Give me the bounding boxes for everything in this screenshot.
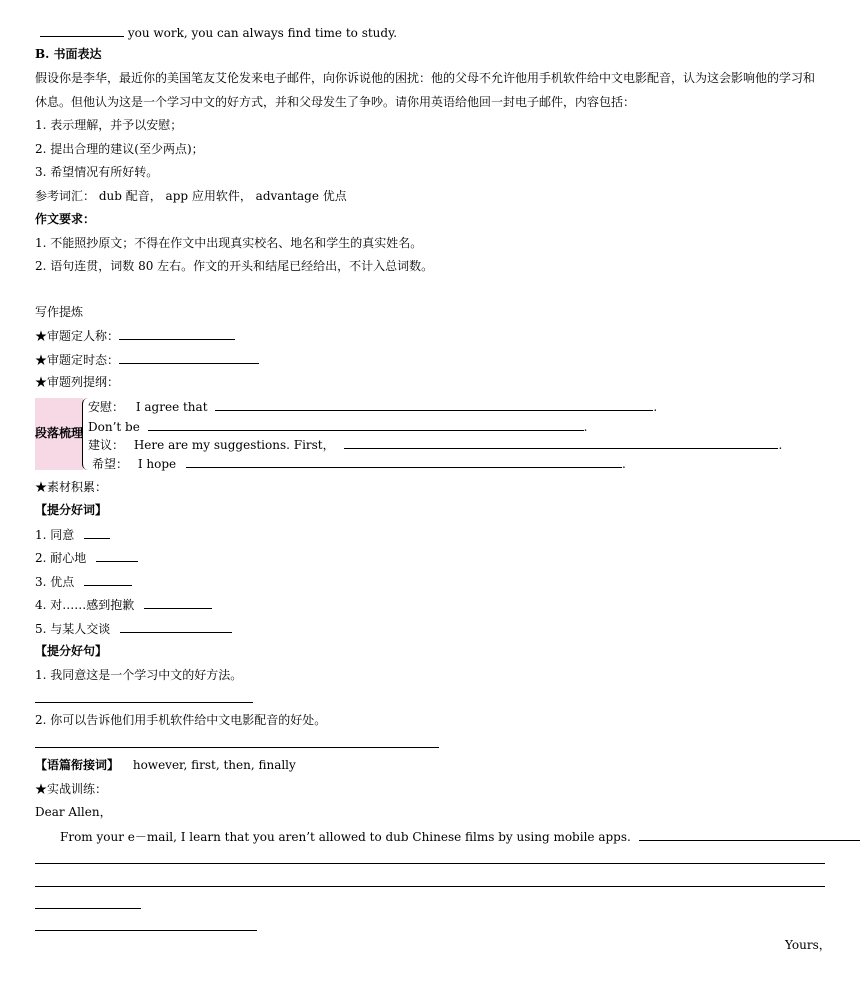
word-blank[interactable] [144,596,212,609]
materials-title: ★素材积累： [35,480,108,494]
letter-closing: Yours， [785,938,831,952]
connectors-row: 【语篇衔接词】 however, first, then, finally [35,758,296,772]
letter-answer-line[interactable] [35,930,257,931]
hope-blank[interactable] [186,455,622,468]
practice-title: ★实战训练： [35,782,108,796]
sentence-answer-line[interactable] [35,702,253,703]
word-item: 4. 对……感到抱歉 [35,596,212,613]
outline-row-comfort: 安慰： I agree that . [88,400,658,414]
tense-row: ★审题定时态： [35,351,259,368]
requirement-2: 2. 语句连贯，词数 80 左右。作文的开头和结尾已经给出，不计入总词数。 [35,259,434,273]
writing-guide-title: 写作提炼 [35,305,84,319]
letter-answer-line[interactable] [35,908,141,909]
letter-answer-line[interactable] [35,886,825,887]
intro-line: you work, you can always find time to study. [40,24,397,41]
reference-vocab: 参考词汇： dub 配音， app 应用软件， advantage 优点 [35,189,347,203]
word-item: 5. 与某人交谈 [35,620,232,637]
section-b-title: B. 书面表达 [35,47,102,61]
prompt-line-1: 假设你是李华，最近你的美国笔友艾伦发来电子邮件，向你诉说他的困扰：他的父母不允许他用手机软件给中文电影配音，认为这会影响他的学习和 [35,71,816,85]
content-point-2: 2. 提出合理的建议(至少两点)； [35,142,204,156]
paragraph-label: 段落梳理 [35,426,84,440]
letter-greeting: Dear Allen， [35,805,112,819]
outline-row-suggestion: 建议： Here are my suggestions. First， . [88,438,783,452]
requirement-1: 1. 不能照抄原文；不得在作文中出现真实校名、地名和学生的真实姓名。 [35,236,423,250]
sentence-item: 1. 我同意这是一个学习中文的好方法。 [35,668,243,682]
word-item: 2. 耐心地 [35,549,138,566]
word-item: 3. 优点 [35,573,132,590]
outline-row-hope: 希望： I hope . [92,457,626,471]
person-blank[interactable] [119,327,235,340]
content-point-3: 3. 希望情况有所好转。 [35,165,159,179]
sentence-item: 2. 你可以告诉他们用手机软件给中文电影配音的好处。 [35,713,327,727]
sentences-title: 【提分好句】 [35,644,108,658]
word-blank[interactable] [84,573,132,586]
word-blank[interactable] [84,526,110,539]
person-row: ★审题定人称： [35,327,235,344]
outline-row: ★审题列提纲： [35,375,120,389]
requirements-title: 作文要求： [35,212,96,226]
comfort-blank[interactable] [215,398,653,411]
letter-opening: From your e－mail, I learn that you aren’t allowed to dub Chinese films by using mobile apps. [60,828,860,845]
words-title: 【提分好词】 [35,503,108,517]
content-point-1: 1. 表示理解，并予以安慰； [35,118,183,132]
word-blank[interactable] [120,620,232,633]
letter-blank[interactable] [639,828,860,841]
sentence-answer-line[interactable] [35,747,439,748]
outline-row-dont: Don’t be . [88,420,588,434]
word-blank[interactable] [96,549,138,562]
dont-blank[interactable] [148,418,584,431]
tense-blank[interactable] [119,351,259,364]
letter-answer-line[interactable] [35,863,825,864]
word-item: 1. 同意 [35,526,110,543]
answer-blank[interactable] [40,24,124,37]
suggestion-blank[interactable] [344,436,778,449]
prompt-line-2: 休息。但他认为这是一个学习中文的好方式，并和父母发生了争吵。请你用英语给他回一封电子邮件，内容包括： [35,95,636,109]
